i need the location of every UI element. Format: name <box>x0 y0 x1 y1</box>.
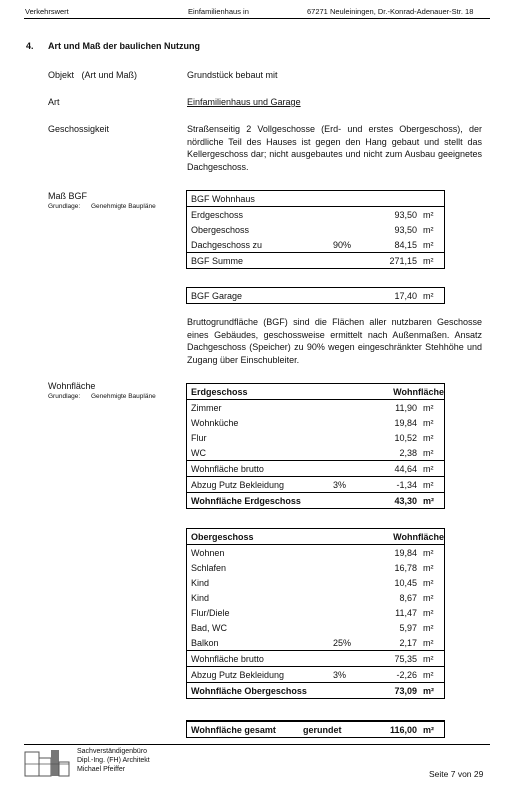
og-row-name: Schlafen <box>191 562 227 573</box>
og-row-pct <box>329 545 371 561</box>
art-value: Einfamilienhaus und Garage <box>187 97 301 107</box>
geschoss-label: Geschossigkeit <box>48 124 110 134</box>
og-row-unit: m² <box>423 607 434 618</box>
og-title: Obergeschoss <box>187 529 371 545</box>
og-row-unit: m² <box>423 592 434 603</box>
table-row <box>187 575 444 590</box>
header-rule <box>24 18 490 19</box>
header-right: 67271 Neuleiningen, Dr.-Konrad-Adenauer-Str. 18 <box>307 7 474 16</box>
bgf-garage-unit: m² <box>423 290 434 301</box>
bgf-row-name: Erdgeschoss <box>191 209 244 220</box>
og-row-value: 8,67 <box>399 592 417 603</box>
og-row-name: Balkon <box>191 637 219 648</box>
eg-brutto-row <box>187 461 444 477</box>
bgf-garage-label: BGF Garage <box>191 290 243 301</box>
eg-abzug-row <box>187 477 444 493</box>
og-row-name: Bad, WC <box>191 622 228 633</box>
og-row-pct <box>329 605 371 620</box>
footer-line2: Dipl.-Ing. (FH) Architekt <box>77 757 150 764</box>
og-row-pct: 25% <box>333 637 352 648</box>
eg-row-value: 19,84 <box>394 417 417 428</box>
og-row-pct <box>329 590 371 605</box>
bgf-table-box <box>186 190 445 269</box>
og-table <box>187 529 444 698</box>
bgf-garage-value: 17,40 <box>394 290 417 301</box>
header-left: Verkehrswert <box>25 7 69 16</box>
footer-rule <box>24 744 490 745</box>
eg-total-unit: m² <box>423 495 434 506</box>
og-total-label: Wohnfläche Obergeschoss <box>191 685 307 696</box>
bgf-row-unit: m² <box>423 209 434 220</box>
eg-row-unit: m² <box>423 447 434 458</box>
gesamt-row <box>187 722 444 737</box>
og-row-unit: m² <box>423 547 434 558</box>
eg-row-name: WC <box>191 447 206 458</box>
gesamt-mid: gerundet <box>303 724 342 735</box>
bgf-garage-box <box>186 287 445 304</box>
og-row-unit: m² <box>423 637 434 648</box>
bgf-garage-row <box>187 288 444 303</box>
og-row-pct <box>329 560 371 575</box>
og-brutto-row <box>187 651 444 667</box>
wohnflaeche-label: Wohnfläche <box>48 381 96 391</box>
eg-table <box>187 384 444 508</box>
eg-row-value: 11,90 <box>395 402 417 413</box>
eg-row-name: Wohnküche <box>191 417 239 428</box>
og-total-unit: m² <box>423 685 434 696</box>
bgf-title: BGF Wohnhaus <box>187 191 444 207</box>
table-row <box>187 605 444 620</box>
og-table-box <box>186 528 445 699</box>
og-row-name: Kind <box>191 577 210 588</box>
table-row <box>187 545 444 561</box>
gesamt-unit: m² <box>423 724 434 735</box>
eg-total-label: Wohnfläche Erdgeschoss <box>191 495 301 506</box>
art-label: Art <box>48 97 60 107</box>
footer-line3: Michael Pfeiffer <box>77 766 126 773</box>
bgf-note: Bruttogrundfläche (BGF) sind die Flächen aller nutzbaren Geschosse eines Gebäudes, geschossweise ermittelt nach Außenmaßen. Ansatz Dachgeschoss (Speicher) zu 90% wegen eingeschränkter Stehhöhe und Zugang über Einschubleiter. <box>187 317 482 365</box>
bgf-row-pct <box>329 207 371 223</box>
table-row <box>187 430 444 445</box>
section-title: Art und Maß der baulichen Nutzung <box>48 41 200 51</box>
bgf-garage-table <box>187 288 444 303</box>
og-abzug-unit: m² <box>417 667 444 683</box>
table-row <box>187 635 444 651</box>
og-brutto-unit: m² <box>417 651 444 667</box>
table-row <box>187 222 444 237</box>
eg-header-row <box>187 384 444 400</box>
og-row-pct <box>329 575 371 590</box>
eg-row-name: Zimmer <box>191 402 222 413</box>
eg-total-value: 43,30 <box>394 495 417 506</box>
table-row <box>187 207 444 223</box>
og-row-unit: m² <box>423 562 434 573</box>
gesamt-table <box>187 722 444 737</box>
bgf-row-name: Dachgeschoss zu <box>191 239 263 250</box>
page-number: Seite 7 von 29 <box>429 769 484 779</box>
table-row <box>187 590 444 605</box>
bgf-sum-value: 271,15 <box>371 253 417 269</box>
footer-line1: Sachverständigenbüro <box>77 748 148 755</box>
gesamt-value: 116,00 <box>389 724 417 735</box>
bgf-sum-label: BGF Summe <box>187 253 371 269</box>
eg-row-unit: m² <box>423 417 434 428</box>
eg-abzug-label: Abzug Putz Bekleidung <box>187 477 329 493</box>
table-row <box>187 400 444 416</box>
bgf-row-value: 93,50 <box>394 209 417 220</box>
og-row-value: 5,97 <box>399 622 417 633</box>
og-total-row <box>187 683 444 699</box>
table-row <box>187 560 444 575</box>
section-number: 4. <box>26 41 34 51</box>
og-row-name: Flur/Diele <box>191 607 230 618</box>
og-row-value: 16,78 <box>394 562 417 573</box>
eg-abzug-value: -1,34 <box>371 477 417 493</box>
og-brutto-label: Wohnfläche brutto <box>187 651 371 667</box>
og-row-pct <box>329 620 371 635</box>
og-row-unit: m² <box>423 577 434 588</box>
table-row <box>187 237 444 253</box>
bgf-row-pct <box>329 222 371 237</box>
eg-brutto-unit: m² <box>417 461 444 477</box>
og-row-value: 19,84 <box>394 547 417 558</box>
og-brutto-value: 75,35 <box>371 651 417 667</box>
bgf-row-name: Obergeschoss <box>191 224 250 235</box>
og-total-value: 73,09 <box>394 685 417 696</box>
bgf-sum-row <box>187 253 444 269</box>
eg-row-value: 2,38 <box>399 447 417 458</box>
eg-total-row <box>187 493 444 509</box>
eg-row-value: 10,52 <box>394 432 417 443</box>
eg-table-box <box>186 383 445 509</box>
og-abzug-value: -2,26 <box>371 667 417 683</box>
og-abzug-pct: 3% <box>329 667 371 683</box>
bgf-row-value: 84,15 <box>394 239 417 250</box>
geschoss-value: Straßenseitig 2 Vollgeschosse (Erd- und erstes Obergeschoss), der nördliche Teil des Hauses ist gegen den Hang gebaut und stellt das Kellergeschoss dar; nicht ausgebautes und nicht zum Ausbau geeignetes Dachgeschoss. <box>187 124 482 172</box>
eg-row-unit: m² <box>423 432 434 443</box>
header-center: Einfamilienhaus in <box>188 7 249 16</box>
wohnflaeche-grundlage: Grundlage: Genehmigte Baupläne <box>48 393 156 400</box>
eg-col-header: Wohnfläche <box>371 384 444 400</box>
bgf-row-pct: 90% <box>333 239 352 250</box>
bgf-row-unit: m² <box>423 224 434 235</box>
objekt-value: Grundstück bebaut mit <box>187 70 278 80</box>
logo-mark-icon <box>24 748 70 778</box>
bgf-table <box>187 191 444 268</box>
logo <box>24 748 70 783</box>
bgf-grundlage: Grundlage: Genehmigte Baupläne <box>48 203 156 210</box>
table-row <box>187 620 444 635</box>
gesamt-label: Wohnfläche gesamt <box>191 724 276 735</box>
eg-title: Erdgeschoss <box>187 384 371 400</box>
eg-row-name: Flur <box>191 432 207 443</box>
og-row-value: 10,45 <box>394 577 417 588</box>
bgf-row-unit: m² <box>423 239 434 250</box>
og-abzug-label: Abzug Putz Bekleidung <box>187 667 329 683</box>
objekt-label: Objekt (Art und Maß) <box>48 70 138 80</box>
og-header-row <box>187 529 444 545</box>
eg-brutto-value: 44,64 <box>371 461 417 477</box>
og-row-value: 11,47 <box>395 607 417 618</box>
eg-abzug-pct: 3% <box>329 477 371 493</box>
og-row-value: 2,17 <box>399 637 417 648</box>
bgf-sum-unit: m² <box>417 253 444 269</box>
eg-brutto-label: Wohnfläche brutto <box>187 461 371 477</box>
og-row-name: Wohnen <box>191 547 225 558</box>
table-row <box>187 415 444 430</box>
gesamt-box <box>186 720 445 738</box>
og-abzug-row <box>187 667 444 683</box>
bgf-row-value: 93,50 <box>394 224 417 235</box>
og-row-unit: m² <box>423 622 434 633</box>
table-row <box>187 445 444 461</box>
eg-abzug-unit: m² <box>417 477 444 493</box>
og-col-header: Wohnfläche <box>371 529 444 545</box>
eg-row-unit: m² <box>423 402 434 413</box>
og-row-name: Kind <box>191 592 210 603</box>
bgf-title-row <box>187 191 444 207</box>
bgf-label: Maß BGF <box>48 191 88 201</box>
